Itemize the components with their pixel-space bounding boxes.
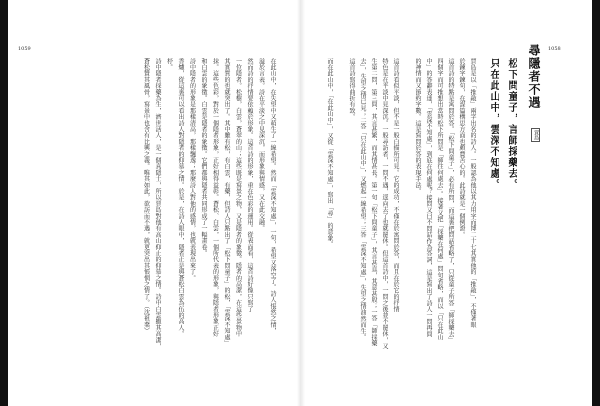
- text-column: 香爐，從這裏可以看出詩人對隱者的仰慕之情。於是，在詩人眼中，隱者正是與蒼松白雲為伍的高人。: [177, 58, 184, 337]
- text-column: 抹。這些色彩，對於一個隱者形象，正好相得益彰。蒼松、白雲，一個所代表的形象，與隱者形象正好: [211, 58, 219, 337]
- text-column: 其實質的也就突出了。其中雖有松，有白雲，有藥，但詩人只點出了「松下問童子」的松，「雲深不知處」: [223, 58, 230, 347]
- left-page-number: 1059: [18, 46, 31, 52]
- text-column: 詩中隱者的形象是那樣清高，那樣飄逸；那麼詩人對他的感情，也就表現出來了。: [188, 58, 196, 282]
- text-column: 杼。: [165, 58, 173, 71]
- text-column: 這首詩看似平淡，但不是一般白描所可見。它的成功，不僅在於寓問於答，而且在於它的抒情: [392, 58, 399, 313]
- text-column: 詩中隱者採藥為生，濟世活人，是一個真隱士，所以賈島對他有高山仰止的仰慕之情。詩中白雲顯其高潔，: [154, 58, 161, 350]
- left-page-edge: [0, 0, 8, 406]
- text-column: 然而詩的抒情要依賴於形象。這首詩的形象，重在色彩的運用。從表面看，這首詩好像只寫了: [246, 58, 253, 313]
- poem-line-1: 松下問童子，言師採藥去。: [506, 58, 517, 190]
- text-column: 而在此山中，「在此山中」，又從「雲深不知處」，寫出「尋」的意象。: [326, 58, 333, 248]
- text-column: 四個字而可推想出當時松下所問是「師往何處去」。接著又把「採藥在何處」問句省略，而以「只在此山: [436, 58, 443, 341]
- text-column: 去」，失望之情已見；二答「只在此山中」，又燃起一線希望；三答「雲深不知處」，失望之情油然而生。: [359, 58, 366, 341]
- text-column: 在此山中，在失望中又萌生了一線希望。然而「雲深不知處」，一句，希望又落空了。詩人悵然之情，: [269, 58, 276, 334]
- text-column: 蒼松贊其風骨，寫景中也含有比興之義。唯其如此，欲訪而不遇，就更突出其悵惘之情了。（沈祖棻）: [142, 58, 150, 334]
- text-column: 的神情而又節約字數。這是寫問於答的表現手法。: [414, 58, 421, 195]
- text-column: 一位隱者。松樹，白雲，蒼翠的山；這些既是寫景之物，又是隱者的象徵。隱者的高潔，在這些景物中: [234, 58, 242, 337]
- text-column: 和白雲的象徵。白雲是隱者的象徵。它們都與隱者共同形成了一幅畫卷。: [200, 58, 207, 257]
- text-column: 於鍊字鍊句，在謀篇構思方面也頗費苦心的。此詩就是一個例證。: [458, 58, 465, 238]
- text-column: 特色是在平淡中見深沉。一般尋訪者，一問不遇，逕向去了也就罷休。但這首詩中，一問之後並不罷休，又: [381, 58, 388, 350]
- text-column: 中」的答辭表達，「雲深不知處」，到底在何處呢？接問又曰不問詰作為答詞，這是寫出了詩人一問再問: [425, 58, 432, 338]
- text-column: 這首詩寫得曲折有致。: [348, 58, 355, 120]
- poem-title: 尋隱者不遇: [527, 44, 541, 109]
- right-page-edge: [592, 0, 600, 406]
- text-column: 這首詩的特點是寓問於答。「松下問童子」，必有所問，而這裏把問話省略了，只從童子所答「師採藥去」: [447, 58, 454, 344]
- author-name: 賈島: [533, 130, 539, 140]
- poem-line-2: 只在此山中，雲深不知處。: [488, 58, 499, 190]
- right-page-number: 1058: [548, 46, 561, 52]
- book-gutter: [297, 0, 305, 406]
- text-column: 賈島是以「推敲」兩字出名的詩人。一般認為他以其力用字而博二十七其實他的「推敲」，不僅著眼: [469, 58, 476, 328]
- text-column: 生第二問，第三問，其言甚繁，而其情甚長。第一句「松下問童子」，其言甚直，其意甚殷；一答「師採藥: [370, 58, 377, 347]
- text-column: 溢於言表。詩在平淡之中見深沉，而形象與情感，又在此交融。: [257, 58, 265, 232]
